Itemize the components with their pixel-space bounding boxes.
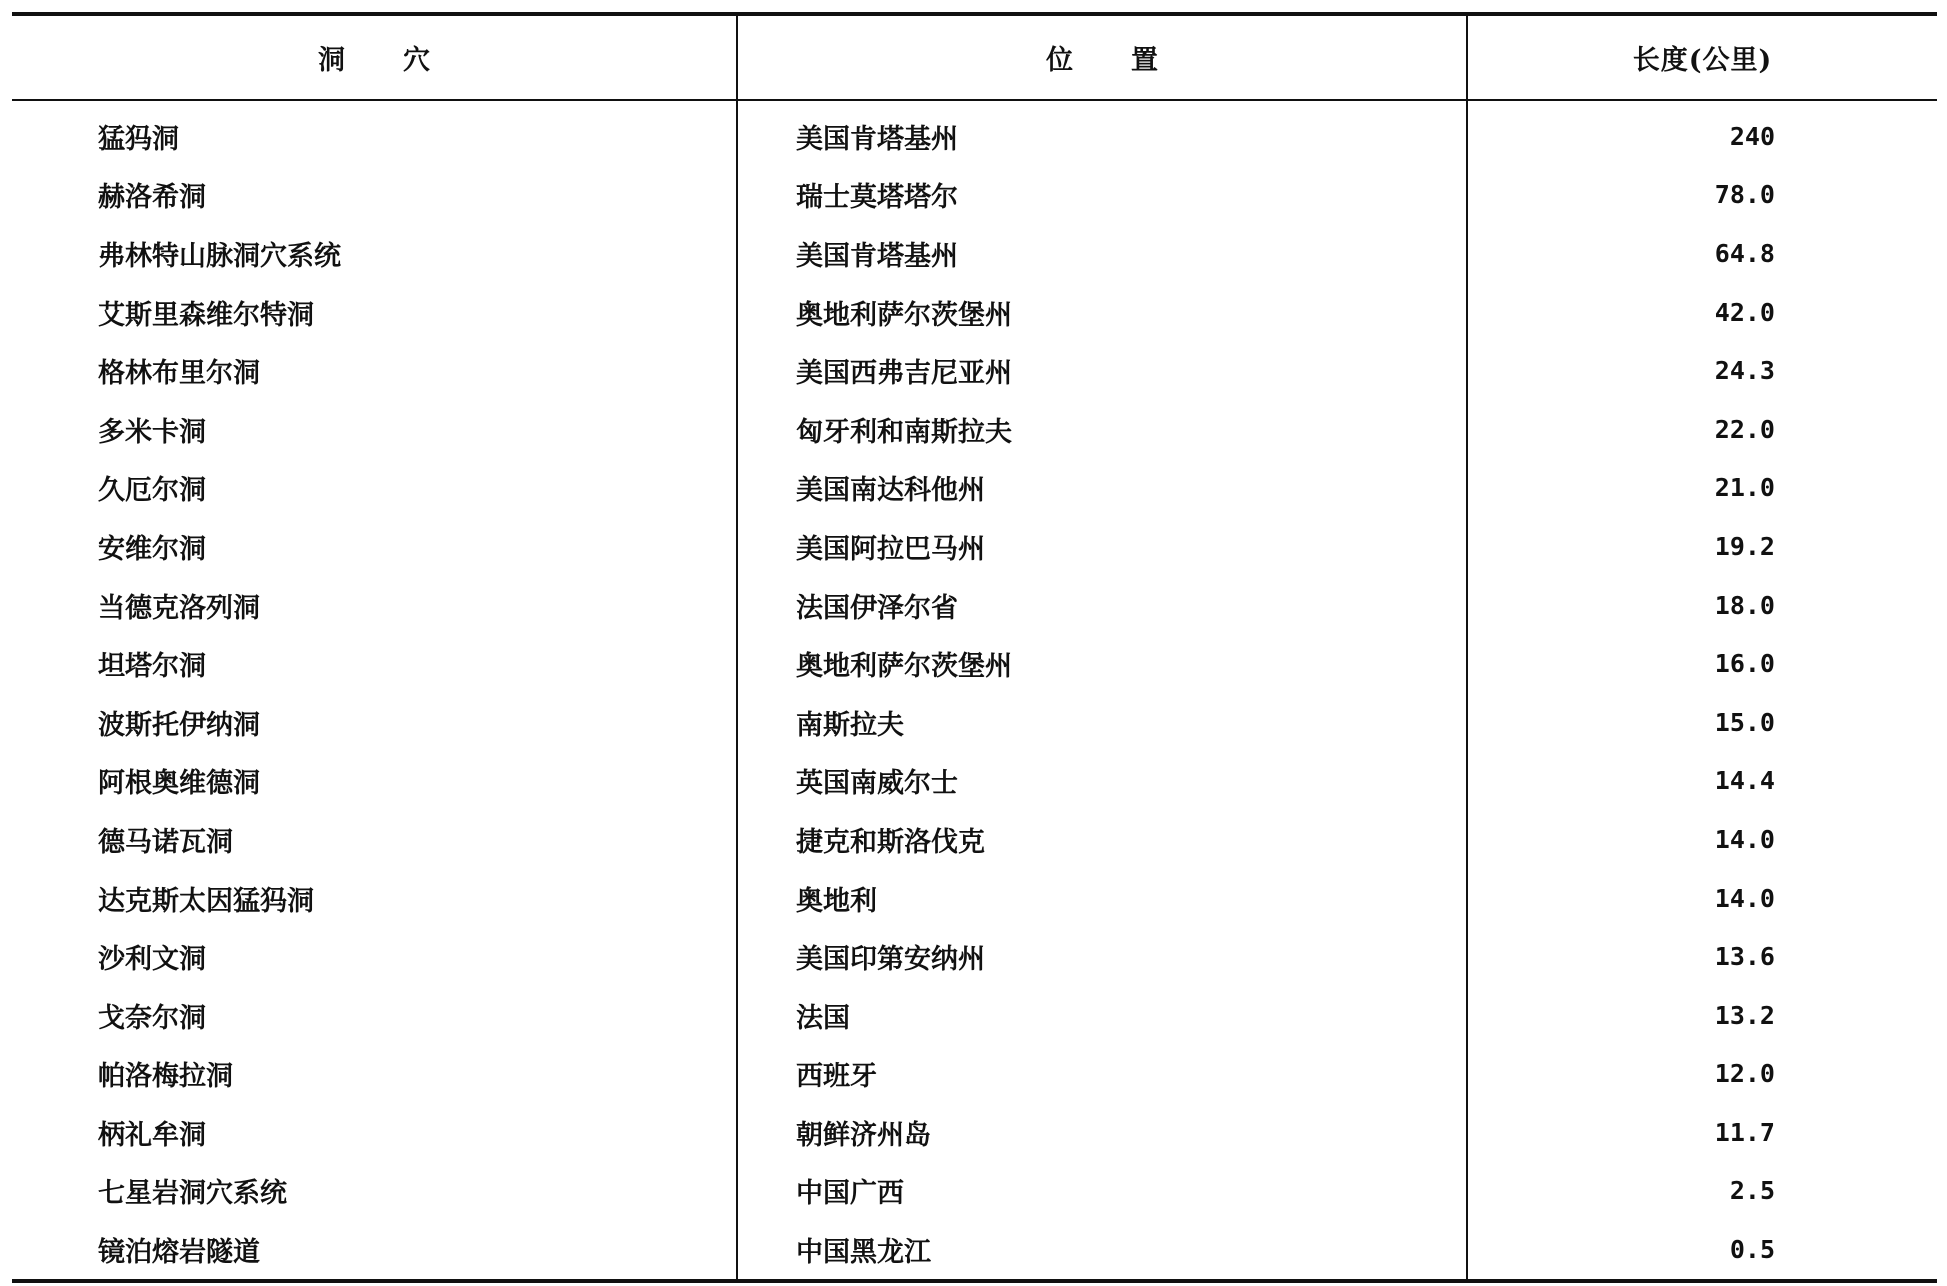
cell-cave-name: 多米卡洞 [98,416,206,448]
cell-length: 11.7 [1467,1103,1937,1162]
cell-length: 78.0 [1467,166,1937,225]
header-cave: 洞穴 [318,45,488,76]
table-row [12,693,1937,752]
table-row [12,224,1937,283]
cell-length: 24.3 [1467,341,1937,400]
cell-length: 12.0 [1467,1045,1937,1104]
table-row [12,810,1937,869]
table-row [12,341,1937,400]
cell-cave-name: 坦塔尔洞 [98,651,206,683]
cell-location: 美国肯塔基州 [737,224,1467,283]
cell-cave-name: 德马诺瓦洞 [98,826,233,858]
cell-length: 2.5 [1467,1162,1937,1221]
cell-location: 美国西弗吉尼亚州 [737,341,1467,400]
cell-cave-name: 弗林特山脉洞穴系统 [98,240,341,272]
table-row [12,283,1937,342]
table-row [12,517,1937,576]
cell-cave-name: 达克斯太因猛犸洞 [98,885,314,917]
cell-location: 匈牙利和南斯拉夫 [737,400,1467,459]
cell-location: 中国黑龙江 [737,1220,1467,1281]
table-row [12,459,1937,518]
cell-length: 16.0 [1467,634,1937,693]
cell-length: 13.6 [1467,927,1937,986]
cell-location: 中国广西 [737,1162,1467,1221]
cell-length: 13.2 [1467,986,1937,1045]
cell-length: 42.0 [1467,283,1937,342]
cell-location: 美国阿拉巴马州 [737,517,1467,576]
cell-length: 18.0 [1467,576,1937,635]
cell-cave-name: 赫洛希洞 [98,182,206,214]
table-row [12,752,1937,811]
cave-table-container [12,12,1937,1283]
header-location: 位置 [737,14,1467,100]
cell-cave-name: 戈奈尔洞 [98,1002,206,1034]
cell-location: 英国南威尔士 [737,752,1467,811]
cell-location: 美国印第安纳州 [737,927,1467,986]
table-row [12,400,1937,459]
cell-cave-name: 镜泊熔岩隧道 [98,1237,260,1269]
cell-location: 法国伊泽尔省 [737,576,1467,635]
cell-length: 22.0 [1467,400,1937,459]
cell-cave-name: 沙利文洞 [98,944,206,976]
cell-location: 捷克和斯洛伐克 [737,810,1467,869]
header-row [12,14,1937,100]
cell-location: 美国南达科他州 [737,459,1467,518]
table-row [12,1220,1937,1281]
cell-location: 西班牙 [737,1045,1467,1104]
cell-cave-name: 帕洛梅拉洞 [98,1061,233,1093]
table-row [12,1103,1937,1162]
cell-location: 奥地利萨尔茨堡州 [737,283,1467,342]
header-length: 长度(公里) [1467,14,1937,100]
cell-location: 奥地利 [737,869,1467,928]
cell-cave-name: 当德克洛列洞 [98,592,260,624]
cell-length: 0.5 [1467,1220,1937,1281]
cell-length: 240 [1467,100,1937,166]
table-row [12,986,1937,1045]
table-header [12,14,1937,100]
table-row [12,634,1937,693]
cell-cave-name: 久厄尔洞 [98,475,206,507]
cell-location: 美国肯塔基州 [737,100,1467,166]
cell-length: 14.4 [1467,752,1937,811]
cell-length: 14.0 [1467,869,1937,928]
table-row [12,927,1937,986]
table-body [12,100,1937,1281]
cave-length-table [12,12,1937,1283]
cell-location: 瑞士莫塔塔尔 [737,166,1467,225]
cell-length: 21.0 [1467,459,1937,518]
table-row [12,576,1937,635]
cell-cave-name: 猛犸洞 [98,123,179,155]
cell-location: 南斯拉夫 [737,693,1467,752]
cell-cave-name: 艾斯里森维尔特洞 [98,299,314,331]
cell-location: 法国 [737,986,1467,1045]
cell-cave-name: 柄礼牟洞 [98,1119,206,1151]
cell-length: 14.0 [1467,810,1937,869]
cell-cave-name: 波斯托伊纳洞 [98,709,260,741]
cell-cave-name: 阿根奥维德洞 [98,768,260,800]
cell-cave-name: 七星岩洞穴系统 [98,1178,287,1210]
table-row [12,1162,1937,1221]
table-row [12,166,1937,225]
cell-cave-name: 格林布里尔洞 [98,358,260,390]
cell-cave-name: 安维尔洞 [98,533,206,565]
cell-length: 15.0 [1467,693,1937,752]
cell-location: 朝鲜济州岛 [737,1103,1467,1162]
table-row [12,100,1937,166]
table-row [12,1045,1937,1104]
cell-length: 19.2 [1467,517,1937,576]
cell-length: 64.8 [1467,224,1937,283]
table-row [12,869,1937,928]
cell-location: 奥地利萨尔茨堡州 [737,634,1467,693]
